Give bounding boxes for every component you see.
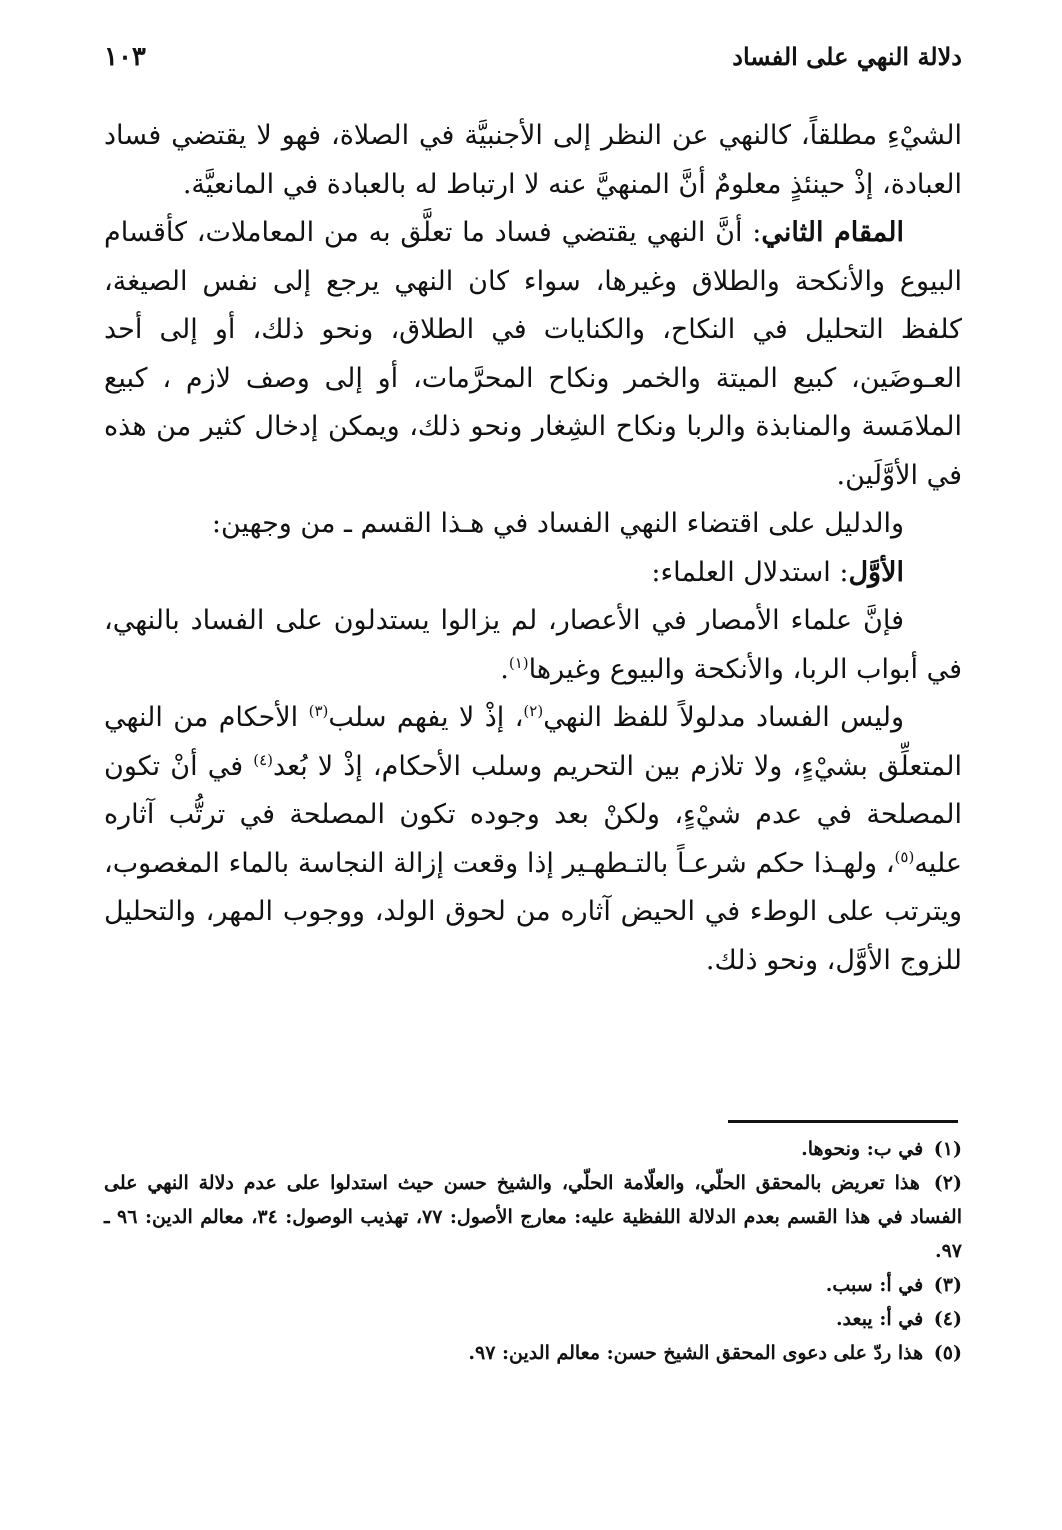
footnote-text: في أ: سبب. [825,1274,924,1296]
paragraph-2 [104,209,962,500]
footnote-text: هذا ردّ على دعوى المحقق الشيخ حسن: معالم الدين: ٩٧. [468,1342,924,1364]
paragraph-5-text: فإنَّ علماء الأمصار في الأعصار، لم يزالوا يستدلون على الفساد بالنهي، في أبواب الربا، والأنكحة والبيوع وغيرها [104,605,962,685]
footnote-ref-3[interactable]: (٣) [308,702,329,720]
footnote-divider [728,1120,958,1123]
paragraph-3-text: والدليل على اقتضاء النهي الفساد في هـذا القسم ـ من وجهين: [211,508,904,539]
paragraph-4-text: : استدلال العلماء: [651,556,849,588]
page-header [104,42,962,82]
footnotes [104,1132,962,1370]
paragraph-4 [104,549,962,598]
footnote-ref-5[interactable]: (٥) [894,847,915,866]
paragraph-6-text-c: الأحكام من النهي المتعلِّق بشيْءٍ، ولا تلازم بين التحريم وسلب الأحكام، إذْ لا بُعد [104,702,962,782]
section-heading-second: المقام الثاني [761,217,904,248]
paragraph-6-text-a: وليس الفساد مدلولاً للفظ النهي [543,702,904,733]
footnote-1 [104,1132,962,1166]
footnote-number: (٣) [933,1274,962,1296]
paragraph-2-text: : أنَّ النهي يقتضي فساد ما تعلَّق به من المعاملات، كأقسام البيوع والأنكحة والطلاق وغيرها، سواء كان النهي يرجع إلى نفس الصيغة، كلفظ التحليل في النكاح، والكنايات في الطلاق، ونحو ذلك، أو إلى أحد العـوضَين، كبيع الميتة والخمر ونكاح المحرَّمات، أو إلى وصف لازم ، كبيع الملامَسة والمنابذة والربا ونكاح الشِغار ونحو ذلك، ويمكن إدخال كثير من هذه في الأوَّلَين. [104,217,962,491]
footnote-ref-2[interactable]: (٢) [523,702,544,720]
paragraph-6-text-e: ، ولهـذا حكم شرعـاً بالتـطهـير إذا وقعت إزالة النجاسة بالماء المغصوب، ويترتب على الوطء في الحيض آثاره من لحوق الولد، ووجوب المهر، والتحليل للزوج الأوَّل، ونحو ذلك. [104,847,962,976]
paragraph-5-end: . [500,653,509,685]
running-title: دلالة النهي على الفساد [732,42,962,71]
footnote-number: (٤) [933,1308,962,1330]
footnote-text: في ب: ونحوها. [801,1138,924,1160]
footnote-3 [104,1268,962,1302]
footnote-4 [104,1302,962,1336]
paragraph-1-text: الشيْءِ مطلقاً، كالنهي عن النظر إلى الأجنبيَّة في الصلاة، فهو لا يقتضي فساد العبادة، إذْ حينئذٍ معلومٌ أنَّ المنهيَّ عنه لا ارتباط له بالعبادة في المانعيَّة. [104,120,962,200]
footnote-number: (٢) [933,1172,963,1194]
footnote-text: في أ: يبعد. [835,1308,924,1330]
paragraph-5 [104,597,962,694]
footnote-number: (١) [933,1138,962,1160]
footnote-number: (٥) [933,1342,962,1364]
page-number: ١٠٣ [104,42,146,72]
subheading-first: الأوَّل [848,556,904,588]
footnote-text: هذا تعريض بالمحقق الحلّي، والعلّامة الحلّي، والشيخ حسن حيث استدلوا على عدم دلالة النهي على الفساد في هذا القسم بعدم الدلالة اللفظية عليه: معارج الأصول: ٧٧، تهذيب الوصول: ٣٤، معالم الدين: ٩٦ ـ ٩٧. [104,1172,962,1262]
footnote-ref-1[interactable]: (١) [508,653,529,672]
paragraph-1 [104,112,962,209]
main-text [104,112,962,985]
paragraph-6 [104,694,962,985]
paragraph-6-text-b: ، إذْ لا يفهم سلب [328,702,524,733]
footnote-ref-4[interactable]: (٤) [253,750,273,769]
footnote-5 [104,1336,962,1370]
paragraph-3 [104,500,962,549]
paragraph-6-text-d: في أنْ تكون المصلحة في عدم شيْءٍ، ولكنْ بعد وجوده تكون المصلحة في ترتُّب آثاره عليه [104,750,962,879]
footnote-2 [104,1166,962,1268]
